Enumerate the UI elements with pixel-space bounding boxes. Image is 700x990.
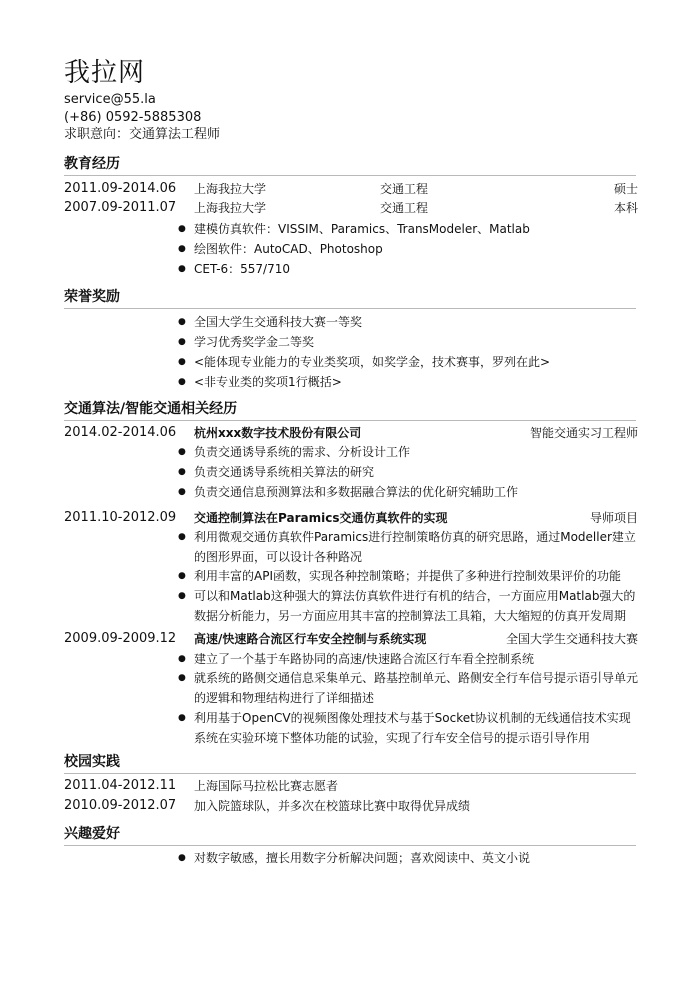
entry-date: 2010.09-2012.07 (64, 798, 177, 813)
bullet-dot-icon: ● (178, 377, 186, 387)
section-divider (64, 773, 636, 774)
bullet-dot-icon: ● (178, 673, 186, 683)
entry-school: 上海我拉大学 (194, 182, 267, 196)
bullet-dot-icon: ● (178, 487, 186, 497)
entry-text: 加入院篮球队，并多次在校篮球比赛中取得优异成绩 (194, 799, 471, 813)
bullet-dot-icon: ● (178, 591, 186, 601)
entry-role: 全国大学生交通科技大赛 (505, 632, 638, 646)
entry-org: 高速/快速路合流区行车安全控制与系统实现 (194, 632, 427, 646)
entry-org: 交通控制算法在Paramics交通仿真软件的实现 (194, 511, 448, 525)
candidate-name: 我拉网 (64, 58, 146, 88)
list-item: ● CET-6：557/710 (178, 259, 640, 279)
list-item: ● 利用基于OpenCV的视频图像处理技术与基于Socket协议机制的无线通信技术实现系统在实验环境下整体功能的试验，实现了行车安全信号的提示语引导作用 (178, 708, 640, 748)
section-campus (64, 753, 636, 774)
education-entry (64, 199, 638, 217)
bullet-dot-icon: ● (178, 571, 186, 581)
section-title: 荣誉奖励 (64, 289, 120, 305)
experience-entry (64, 630, 638, 648)
section-hobbies (64, 825, 636, 846)
section-experience (64, 400, 636, 421)
list-item: ● 学习优秀奖学金二等奖 (178, 332, 640, 352)
contact-email: service@55.la (64, 92, 156, 107)
section-education (64, 155, 636, 176)
entry-date: 2007.09-2011.07 (64, 200, 177, 215)
experience-entry (64, 509, 638, 527)
experience-entry (64, 424, 638, 442)
section-divider (64, 420, 636, 421)
entry-date: 2011.09-2014.06 (64, 181, 177, 196)
entry-date: 2011.10-2012.09 (64, 510, 177, 525)
list-item: ● 建模仿真软件：VISSIM、Paramics、TransModeler、Matlab (178, 219, 640, 239)
section-honors (64, 288, 636, 309)
entry-degree: 硕士 (613, 182, 638, 196)
list-item: ● 负责交通信息预测算法和多数据融合算法的优化研究辅助工作 (178, 482, 640, 502)
list-item: ● 利用丰富的API函数，实现各种控制策略；并提供了多种进行控制效果评价的功能 (178, 566, 640, 586)
list-item: ● 建立了一个基于车路协同的高速/快速路合流区行车看全控制系统 (178, 649, 640, 669)
bullet-dot-icon: ● (178, 264, 186, 274)
entry-date: 2009.09-2009.12 (64, 631, 177, 646)
list-item: ● <非专业类的奖项1行概括> (178, 372, 640, 392)
bullet-dot-icon: ● (178, 447, 186, 457)
list-item: ● 对数字敏感，擅长用数字分析解决问题；喜欢阅读中、英文小说 (178, 848, 640, 868)
section-title: 校园实践 (64, 754, 120, 770)
list-item: ● 绘图软件：AutoCAD、Photoshop (178, 239, 640, 259)
bullet-dot-icon: ● (178, 532, 186, 542)
list-item: ● 全国大学生交通科技大赛一等奖 (178, 312, 640, 332)
section-divider (64, 175, 636, 176)
bullet-dot-icon: ● (178, 713, 186, 723)
list-item: ● 负责交通诱导系统的需求、分析设计工作 (178, 442, 640, 462)
entry-major: 交通工程 (380, 201, 429, 215)
entry-role: 智能交通实习工程师 (529, 426, 638, 440)
bullet-dot-icon: ● (178, 654, 186, 664)
campus-entry (64, 777, 638, 795)
entry-org: 杭州xxx数字技术股份有限公司 (194, 426, 362, 440)
bullet-dot-icon: ● (178, 244, 186, 254)
section-divider (64, 308, 636, 309)
list-item: ● 利用微观交通仿真软件Paramics进行控制策略仿真的研究思路，通过Modeller建立的图形界面，可以设计各种路况 (178, 527, 640, 567)
list-item: ● <能体现专业能力的专业类奖项，如奖学金，技术赛事，罗列在此> (178, 352, 640, 372)
campus-entry (64, 797, 638, 815)
bullet-dot-icon: ● (178, 853, 186, 863)
contact-phone: (+86) 0592-5885308 (64, 110, 202, 125)
entry-date: 2014.02-2014.06 (64, 425, 177, 440)
entry-text: 上海国际马拉松比赛志愿者 (194, 779, 339, 793)
entry-school: 上海我拉大学 (194, 201, 267, 215)
bullet-dot-icon: ● (178, 467, 186, 477)
bullet-dot-icon: ● (178, 357, 186, 367)
bullet-dot-icon: ● (178, 337, 186, 347)
section-title: 教育经历 (64, 156, 120, 172)
job-objective: 求职意向：交通算法工程师 (64, 127, 221, 142)
section-title: 交通算法/智能交通相关经历 (64, 401, 238, 417)
entry-date: 2011.04-2012.11 (64, 778, 177, 793)
education-entry (64, 180, 638, 198)
entry-role: 导师项目 (589, 511, 638, 525)
section-title: 兴趣爱好 (64, 826, 120, 842)
entry-major: 交通工程 (380, 182, 429, 196)
list-item: ● 负责交通诱导系统相关算法的研究 (178, 462, 640, 482)
list-item: ● 可以和Matlab这种强大的算法仿真软件进行有机的结合，一方面应用Matlab强大的数据分析能力，另一方面应用其丰富的控制算法工具箱，大大缩短的仿真开发周期 (178, 586, 640, 626)
list-item: ● 就系统的路侧交通信息采集单元、路基控制单元、路侧安全行车信号提示语引导单元的逻辑和物理结构进行了详细描述 (178, 668, 640, 708)
section-divider (64, 845, 636, 846)
entry-degree: 本科 (613, 201, 638, 215)
bullet-dot-icon: ● (178, 317, 186, 327)
bullet-dot-icon: ● (178, 224, 186, 234)
